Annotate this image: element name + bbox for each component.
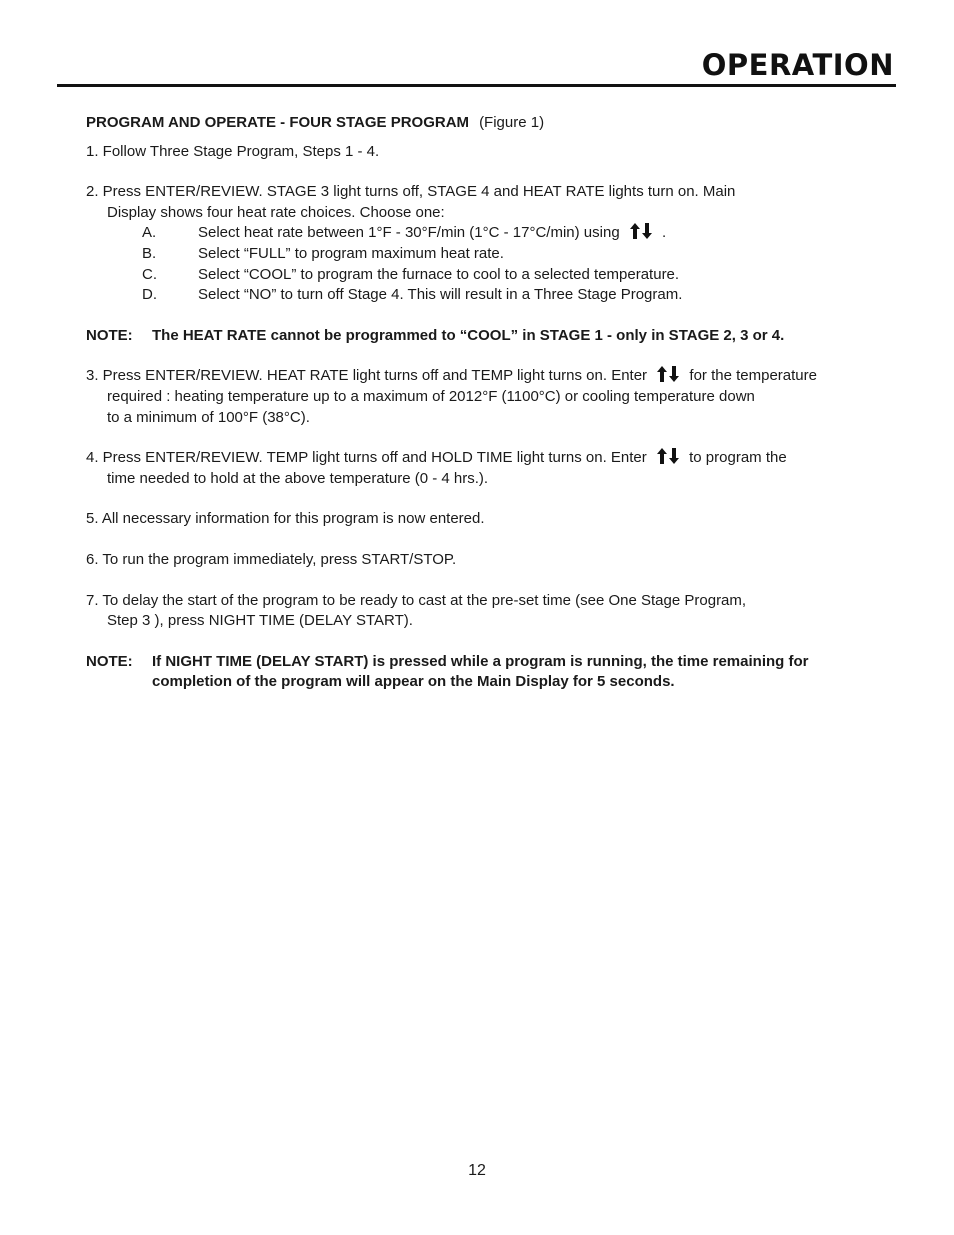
step-3-line-3: to a minimum of 100°F (38°C). xyxy=(107,408,310,426)
page-number: 12 xyxy=(468,1162,486,1179)
step-3-line-1: 3. Press ENTER/REVIEW. HEAT RATE light turns off and TEMP light turns on. Enter for the temperature xyxy=(86,367,817,385)
up-down-arrows-icon xyxy=(657,366,679,382)
note-2 xyxy=(86,652,876,693)
step-2-line-2: Display shows four heat rate choices. Choose one: xyxy=(107,203,445,221)
option-text: Select “COOL” to program the furnace to cool to a selected temperature. xyxy=(198,265,680,283)
figure-reference: (Figure 1) xyxy=(479,114,545,131)
up-down-arrows-icon xyxy=(657,448,679,464)
step-6-text: 6. To run the program immediately, press START/STOP. xyxy=(86,550,457,568)
step-3 xyxy=(86,366,876,428)
option-letter: A. xyxy=(142,224,157,242)
option-d xyxy=(86,285,876,306)
option-b xyxy=(86,244,876,265)
note-label: NOTE: xyxy=(86,652,133,670)
note-text: The HEAT RATE cannot be programmed to “COOL” in STAGE 1 - only in STAGE 2, 3 or 4. xyxy=(152,326,785,344)
header-rule xyxy=(57,84,896,87)
step-2-line-1: 2. Press ENTER/REVIEW. STAGE 3 light turns off, STAGE 4 and HEAT RATE lights turn on. Main xyxy=(86,183,736,201)
option-a xyxy=(86,223,876,244)
step-3-line-2: required : heating temperature up to a maximum of 2012°F (1100°C) or cooling temperature down xyxy=(107,387,755,405)
heat-rate-options xyxy=(86,223,876,305)
section-title: PROGRAM AND OPERATE - FOUR STAGE PROGRAM xyxy=(86,114,470,131)
step-1 xyxy=(86,142,876,163)
option-text: Select “NO” to turn off Stage 4. This will result in a Three Stage Program. xyxy=(198,286,683,304)
step-4-line-1: 4. Press ENTER/REVIEW. TEMP light turns off and HOLD TIME light turns on. Enter to program the xyxy=(86,449,787,467)
step-4-line-2: time needed to hold at the above temperature (0 - 4 hrs.). xyxy=(107,469,489,487)
document-body xyxy=(86,113,876,713)
step-7-line-1: 7. To delay the start of the program to be ready to cast at the pre-set time (see One Stage Program, xyxy=(86,591,747,609)
option-c xyxy=(86,265,876,286)
step-7-line-2: Step 3 ), press NIGHT TIME (DELAY START). xyxy=(107,612,413,630)
option-letter: B. xyxy=(142,244,157,262)
step-5-text: 5. All necessary information for this program is now entered. xyxy=(86,510,485,528)
step-6 xyxy=(86,550,876,571)
note-1 xyxy=(86,326,876,347)
page-header-title: OPERATION xyxy=(701,48,894,82)
option-text: Select “FULL” to program maximum heat rate. xyxy=(198,244,504,262)
option-text: Select heat rate between 1°F - 30°F/min (1°C - 17°C/min) using . xyxy=(198,224,667,242)
option-letter: D. xyxy=(142,286,157,304)
note-label: NOTE: xyxy=(86,326,133,344)
step-5 xyxy=(86,509,876,530)
step-4 xyxy=(86,448,876,489)
up-down-arrows-icon xyxy=(630,223,652,239)
step-1-text: 1. Follow Three Stage Program, Steps 1 - 4. xyxy=(86,142,380,160)
step-7 xyxy=(86,591,876,632)
step-2 xyxy=(86,182,876,306)
note-text: If NIGHT TIME (DELAY START) is pressed while a program is running, the time remaining for completion of the program will appear on the Main Display for 5 seconds. xyxy=(152,652,809,691)
section-heading xyxy=(86,113,876,134)
option-letter: C. xyxy=(142,265,157,283)
